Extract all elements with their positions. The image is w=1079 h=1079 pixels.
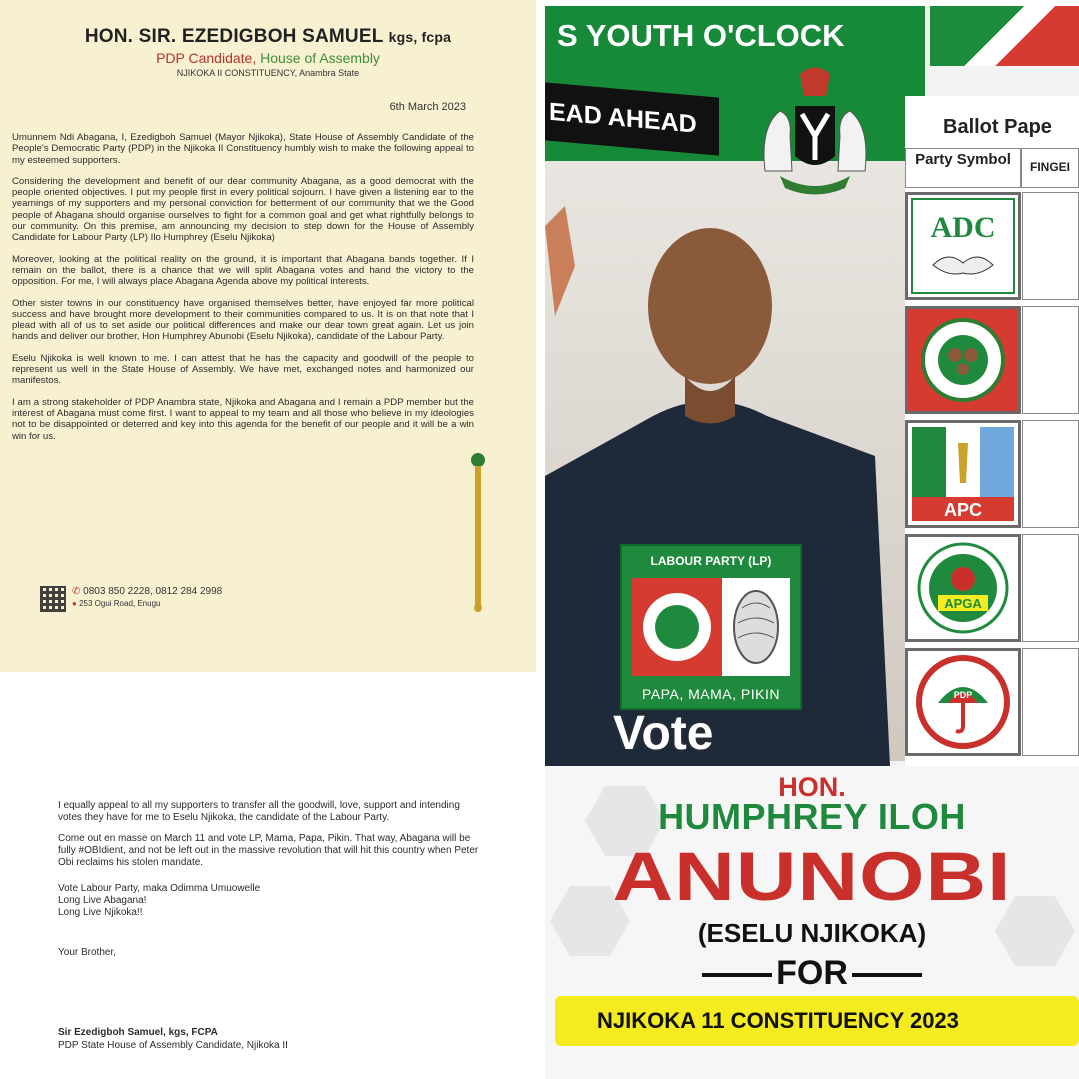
honorific: HON. <box>778 772 846 802</box>
ballot-title: Ballot Pape <box>943 116 1052 138</box>
qr-code-icon <box>40 586 66 612</box>
letterhead <box>0 26 536 78</box>
flag-stripe <box>930 6 1079 66</box>
letterhead-name: HON. SIR. EZEDIGBOH SAMUEL kgs, fcpa <box>84 26 452 47</box>
candidate-name-section <box>545 766 1079 1079</box>
candidate-first-names: HUMPHREY ILOH <box>658 796 966 837</box>
constituency-text: NJIKOKA 11 CONSTITUENCY 2023 <box>597 1008 959 1033</box>
letterhead-constituency: NJIKOKA II CONSTITUENCY, Anambra State <box>176 68 360 78</box>
letter-paragraph: Umunnem Ndi Abagana, I, Ezedigboh Samuel (Mayor Njikoka), State House of Assembly Candidate of the People's Democratic Party (PDP) in the Njikoka II Constituency humbly wish to make the following appeal to my esteemed supporters. <box>12 132 474 166</box>
constituency-banner <box>555 996 1079 1046</box>
signatory-title: PDP State House of Assembly Candidate, Njikoka II <box>58 1040 288 1051</box>
ballot-header-party: Party Symbol <box>905 148 1021 188</box>
closing-line: Long Live Abagana! <box>58 895 147 906</box>
letter-paragraph: Eselu Njikoka is well known to me. I can attest that he has the capacity and goodwill of the people to represent us well in the State House of Assembly. We have met, exchanged notes and harmonized our manifestos. <box>12 352 474 387</box>
fingerprint-box <box>1022 192 1079 300</box>
phone-icon: ✆ <box>72 586 81 597</box>
lp-symbol-panel <box>632 578 790 676</box>
party-symbol-apc <box>905 420 1021 528</box>
banner-title: S YOUTH O'CLOCK <box>557 18 845 53</box>
signatory-name: Sir Ezedigboh Samuel, kgs, FCPA <box>58 1027 218 1038</box>
candidate-surname: ANUNOBI <box>612 837 1012 915</box>
signature-block <box>58 1026 288 1052</box>
letter-body <box>12 132 474 452</box>
contact-address: 253 Ogui Road, Enugu <box>79 599 161 608</box>
lp-box-title: LABOUR PARTY (LP) <box>650 554 772 568</box>
labour-party-logo <box>620 544 802 710</box>
letter-date: 6th March 2023 <box>389 101 466 113</box>
fingerprint-box <box>1022 306 1079 414</box>
location-pin-icon: ● <box>72 599 77 608</box>
party-symbol-lp <box>905 306 1021 414</box>
candidate-nickname: (ESELU NJIKOKA) <box>697 918 927 948</box>
your-brother: Your Brother, <box>58 947 117 958</box>
apga-label: APGA <box>944 596 982 611</box>
coat-of-arms-icon <box>740 56 890 206</box>
letter-paragraph: I equally appeal to all my supporters to transfer all the goodwill, love, support and intending votes they have for me to Eselu Njikoka, the candidate of the Labour Party. <box>58 800 460 823</box>
letter-page-one <box>0 0 536 672</box>
fingerprint-box <box>1022 534 1079 642</box>
banner-lead: EAD AHEAD <box>545 82 719 155</box>
mace-icon <box>470 448 486 613</box>
divider <box>536 0 545 1079</box>
letter-page-two-body <box>58 800 486 968</box>
letter-paragraph: Considering the development and benefit of our dear community Abagana, as a good democrat with the people oriented objectives. I put my people first in every political sojourn. I have given a listening ear to the yearnings of my supporters and my personal conviction for betterment of our community that we the Good people of Abagana should organise ourselves to fight for a common goal and get what rightfully belongs to our community. On this premise, am announcing my decision to step down for the House of Assembly Candidate for Labour Party (LP) Ilo Humphrey (Eselu Njikoka) <box>12 175 474 244</box>
for-label: FOR <box>545 954 1079 993</box>
party-symbol-pdp <box>905 648 1021 756</box>
fingerprint-box <box>1022 420 1079 528</box>
apc-label: APC <box>943 500 983 520</box>
letter-paragraph: Come out en masse on March 11 and vote LP, Mama, Papa, Pikin. That way, Abagana will be fully #OBIdient, and not be left out in the massive revolution that will hit this country when Peter Obi reclaims his stolen mandate. <box>58 833 479 868</box>
party-symbol-apga <box>905 534 1021 642</box>
ballot-header-finger: FINGEI <box>1021 148 1079 188</box>
fingerprint-box <box>1022 648 1079 756</box>
letterhead-candidacy: PDP Candidate, House of Assembly <box>156 50 380 66</box>
letter-page-two <box>0 696 536 1079</box>
closing-line: Long Live Njikoka!! <box>58 907 143 918</box>
closing-line: Vote Labour Party, maka Odimma Umuowelle <box>58 883 261 894</box>
vote-label: Vote <box>613 707 714 760</box>
pdp-label: PDP <box>953 690 973 700</box>
campaign-poster <box>545 6 1079 1079</box>
contact-phones: 0803 850 2228, 0812 284 2998 <box>83 586 223 597</box>
party-symbol-adc <box>905 192 1021 300</box>
letter-paragraph: Moreover, looking at the political reality on the ground, it is important that Abagana bands together. If I remain on the ballot, there is a chance that we will split Abagana votes and hand the victory to the opposition. For me, I will always place Abagana Agenda above my political interests. <box>12 253 474 288</box>
lp-slogan: PAPA, MAMA, PIKIN <box>642 686 780 702</box>
letter-paragraph: I am a strong stakeholder of PDP Anambra state, Njikoka and Abagana and I remain a PDP member but the interest of Abagana must come first. I want to appeal to my team and all those who believe in my ideologies not to be disappointed or deterred and key into this agenda for the benefit of our people and it will be a win win for us. <box>12 396 474 442</box>
ballot-paper <box>905 96 1079 766</box>
letter-paragraph: Other sister towns in our constituency have organised themselves better, have enjoyed far more political success and have brought more development to their communities compared to us. It is on that note that I plead with all of us to set aside our political differences and make our dear town great again. Let us join hands and deliver our brother, Hon Humphrey Abunobi (Eselu Njikoka), candidate of the Labour Party. <box>12 297 474 343</box>
adc-label: ADC <box>930 211 996 244</box>
